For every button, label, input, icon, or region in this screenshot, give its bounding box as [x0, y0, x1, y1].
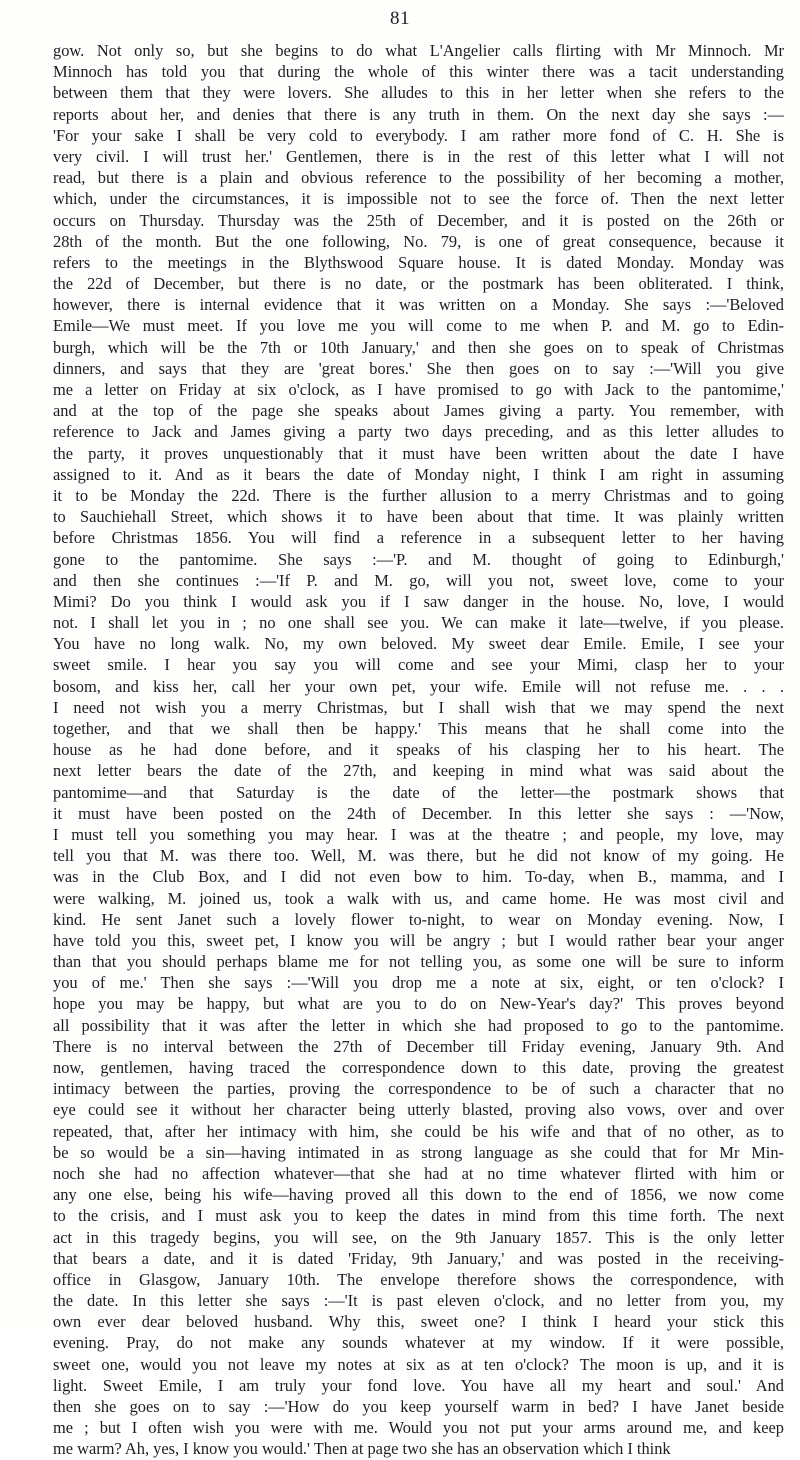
- text-line: There is no interval between the 27th of December till Friday evening, January 9th. And: [53, 1036, 784, 1056]
- text-line: Emile—We must meet. If you love me you will come to me when P. and M. go to Edin-: [53, 316, 784, 336]
- text-line: hope you may be happy, but what are you to do on New-Year's day?' This proves beyond: [53, 994, 784, 1014]
- text-line: together, and that we shall then be happy.' This means that he shall come into the: [53, 719, 784, 738]
- text-line: all possibility that it was after the letter in which she had proposed to go to the pantomime.: [53, 1015, 784, 1035]
- text-line: Minnoch has told you that during the whole of this winter there was a tacit understanding: [53, 62, 784, 82]
- text-line: the date. In this letter she says :—'It is past eleven o'clock, and no letter from you, my: [53, 1291, 784, 1311]
- text-line: I must tell you something you may hear. I was at the theatre ; and people, my love, may: [53, 824, 784, 844]
- text-line: assigned to it. And as it bears the date of Monday night, I think I am right in assuming: [53, 464, 784, 484]
- text-line: tell you that M. was there too. Well, M. was there, but he did not know of my going. He: [53, 846, 784, 866]
- text-line: me ; but I often wish you were with me. Would you not put your arms around me, and keep: [53, 1418, 784, 1438]
- text-line: reference to Jack and James giving a party two days preceding, and as this letter alludes to: [53, 422, 784, 442]
- text-line: be so would be a sin—having intimated in as strong language as she could that for Mr Min-: [53, 1142, 784, 1162]
- text-line: refers to the meetings in the Blythswood Square house. It is dated Monday. Monday was: [53, 252, 784, 272]
- text-line: eye could see it without her character being utterly blasted, proving also vows, over and over: [53, 1100, 784, 1120]
- text-line: read, but there is a plain and obvious reference to the possibility of her becoming a mother,: [53, 168, 784, 188]
- text-line: not. I shall let you in ; no one shall see you. We can make it late—twelve, if you please.: [53, 613, 784, 633]
- text-line: reports about her, and denies that there is any truth in them. On the next day she says :—: [53, 104, 784, 124]
- text-line: that bears a date, and it is dated 'Friday, 9th January,' and was posted in the receiving-: [53, 1248, 784, 1268]
- text-line: me warm? Ah, yes, I know you would.' Then at page two she has an observation which I think: [53, 1439, 671, 1459]
- text-line: then she goes on to say :—'How do you keep yourself warm in bed? I have Janet beside: [53, 1397, 784, 1416]
- text-line: burgh, which will be the 7th or 10th January,' and then she goes on to speak of Christmas: [53, 337, 784, 357]
- text-line: light. Sweet Emile, I am truly your fond love. You have all my heart and soul.' And: [53, 1375, 784, 1395]
- text-line: occurs on Thursday. Thursday was the 25th of December, and it is posted on the 26th or: [53, 210, 784, 230]
- text-line: me a letter on Friday at six o'clock, as I have promised to go with Jack to the pantomime,': [53, 380, 784, 399]
- text-line: sweet smile. I hear you say you will come and see your Mimi, clasp her to your: [53, 655, 784, 675]
- text-line: than that you should perhaps blame me for not telling you, as some one will be sure to inform: [53, 952, 784, 972]
- text-line: intimacy between the parties, proving the correspondence to be of such a character that no: [53, 1079, 784, 1099]
- text-line: sweet one, would you not leave my notes at six as at ten o'clock? The moon is up, and it is: [53, 1354, 784, 1374]
- text-line: own ever dear beloved husband. Why this, sweet one? I think I heard your stick this: [53, 1312, 784, 1332]
- text-line: You have no long walk. No, my own beloved. My sweet dear Emile. Emile, I see your: [53, 634, 784, 654]
- text-line: kind. He sent Janet such a lovely flower to-night, to wear on Monday evening. Now, I: [53, 909, 784, 929]
- text-line: Mimi? Do you think I would ask you if I saw danger in the house. No, love, I would: [53, 591, 784, 611]
- text-line: and then she continues :—'If P. and M. go, will you not, sweet love, come to your: [53, 570, 784, 590]
- text-line: I need not wish you a merry Christmas, but I shall wish that we may spend the next: [53, 697, 784, 717]
- text-line: evening. Pray, do not make any sounds whatever at my window. If it were possible,: [53, 1333, 784, 1353]
- text-line: and at the top of the page she speaks about James giving a party. You remember, with: [53, 401, 784, 421]
- text-line: 'For your sake I shall be very cold to everybody. I am rather more fond of C. H. She is: [53, 125, 784, 145]
- text-line: to Sauchiehall Street, which shows it to have been about that time. It was plainly written: [53, 507, 784, 527]
- text-line: between them that they were lovers. She alludes to this in her letter when she refers to the: [53, 83, 784, 103]
- text-line: house as he had done before, and it speaks of his clasping her to his heart. The: [53, 740, 784, 760]
- text-line: were walking, M. joined us, took a walk with us, and came home. He was most civil and: [53, 888, 784, 908]
- text-line: act in this tragedy begins, you will see, on the 9th January 1857. This is the only letter: [53, 1227, 784, 1247]
- text-line: to the crisis, and I must ask you to keep the dates in mind from this time forth. The next: [53, 1206, 784, 1226]
- text-line: office in Glasgow, January 10th. The envelope therefore shows the correspondence, with: [53, 1269, 784, 1289]
- text-line: before Christmas 1856. You will find a reference in a subsequent letter to her having: [53, 528, 784, 548]
- text-line: gone to the pantomime. She says :—'P. and M. thought of going to Edinburgh,': [53, 549, 784, 569]
- text-line: was in the Club Box, and I did not even bow to him. To-day, when B., mamma, and I: [53, 867, 784, 887]
- page-number: 81: [390, 8, 410, 29]
- text-line: the 22d of December, but there is no date, or the postmark has been obliterated. I think,: [53, 274, 784, 294]
- text-line: next letter bears the date of the 27th, and keeping in mind what was said about the: [53, 761, 784, 781]
- text-line: have told you this, sweet pet, I know you will be angry ; but I would rather bear your anger: [53, 930, 784, 950]
- text-line: the party, it proves unquestionably that it must have been written about the date I have: [53, 443, 784, 463]
- text-line: it must have been posted on the 24th of December. In this letter she says : —'Now,: [53, 803, 784, 823]
- text-line: it to be Monday the 22d. There is the further allusion to a merry Christmas and to going: [53, 485, 784, 505]
- text-line: bosom, and kiss her, call her your own pet, your wife. Emile will not refuse me. . . .: [53, 676, 784, 696]
- text-line: repeated, that, after her intimacy with him, she could be his wife and that of no other, as to: [53, 1121, 784, 1141]
- text-line: now, gentlemen, having traced the correspondence down to this date, proving the greatest: [53, 1058, 784, 1077]
- text-line: 28th of the month. But the one following, No. 79, is one of great consequence, because it: [53, 231, 784, 251]
- text-line: dinners, and says that they are 'great bores.' She then goes on to say :—'Will you give: [53, 358, 784, 378]
- body-text: [53, 40, 784, 1460]
- text-line: you of me.' Then she says :—'Will you drop me a note at six, eight, or ten o'clock? I: [53, 973, 784, 993]
- text-line: noch she had no affection whatever—that she had at no time whatever flirted with him or: [53, 1163, 784, 1183]
- text-line: any one else, being his wife—having proved all this down to the end of 1856, we now come: [53, 1185, 784, 1205]
- text-line: very civil. I will trust her.' Gentlemen, there is in the rest of this letter what I will not: [53, 146, 784, 166]
- text-line: which, under the circumstances, it is impossible not to see the force of. Then the next letter: [53, 189, 784, 209]
- text-line: gow. Not only so, but she begins to do what L'Angelier calls flirting with Mr Minnoch. Mr: [53, 41, 784, 60]
- text-line: pantomime—and that Saturday is the date of the letter—the postmark shows that: [53, 782, 784, 802]
- text-line: however, there is internal evidence that it was written on a Monday. She says :—'Beloved: [53, 295, 784, 315]
